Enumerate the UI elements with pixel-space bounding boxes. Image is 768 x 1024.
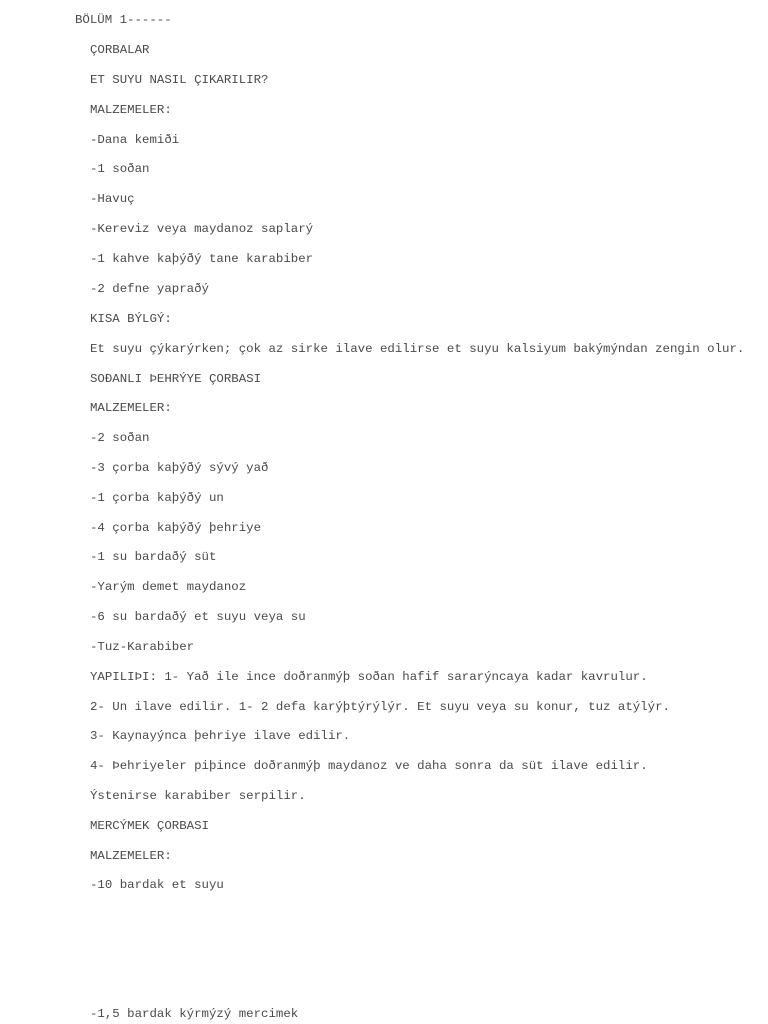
ingredient-line: -1,5 bardak kýrmýzý mercimek <box>90 1007 299 1021</box>
instruction-line: Ýstenirse karabiber serpilir. <box>90 789 306 803</box>
ingredient-line: -4 çorba kaþýðý þehriye <box>90 521 262 535</box>
recipe-title: ET SUYU NASIL ÇIKARILIR? <box>90 73 269 87</box>
ingredient-line: -1 çorba kaþýðý un <box>90 491 224 505</box>
ingredient-line: -6 su bardaðý et suyu veya su <box>90 610 306 624</box>
ingredient-line: -Havuç <box>90 192 135 206</box>
recipe-title: MERCÝMEK ÇORBASI <box>90 819 209 833</box>
ingredient-line: -Yarým demet maydanoz <box>90 580 247 594</box>
info-heading: KISA BÝLGÝ: <box>90 312 172 326</box>
recipe-title: SOÐANLI ÞEHRÝYE ÇORBASI <box>90 372 262 386</box>
section-heading: ÇORBALAR <box>90 43 150 57</box>
ingredients-heading: MALZEMELER: <box>90 103 172 117</box>
ingredient-line: -Dana kemiði <box>90 133 180 147</box>
ingredient-line: -10 bardak et suyu <box>90 878 224 892</box>
ingredients-heading: MALZEMELER: <box>90 401 172 415</box>
instruction-line: 2- Un ilave edilir. 1- 2 defa karýþtýrýlýr. Et suyu veya su konur, tuz atýlýr. <box>90 700 670 714</box>
ingredient-line: -1 kahve kaþýðý tane karabiber <box>90 252 314 266</box>
ingredients-heading: MALZEMELER: <box>90 849 172 863</box>
chapter-heading: BÖLÜM 1------ <box>75 13 172 27</box>
instruction-line: 3- Kaynayýnca þehriye ilave edilir. <box>90 729 351 743</box>
ingredient-line: -2 soðan <box>90 431 150 445</box>
ingredient-line: -Kereviz veya maydanoz saplarý <box>90 222 314 236</box>
ingredient-line: -Tuz-Karabiber <box>90 640 195 654</box>
ingredient-line: -3 çorba kaþýðý sývý yað <box>90 461 269 475</box>
ingredient-line: -1 su bardaðý süt <box>90 550 217 564</box>
ingredient-line: -2 defne yapraðý <box>90 282 209 296</box>
instruction-line: 4- Þehriyeler piþince doðranmýþ maydanoz ve daha sonra da süt ilave edilir. <box>90 759 648 773</box>
instruction-line: YAPILIÞI: 1- Yað ile ince doðranmýþ soðan hafif sararýncaya kadar kavrulur. <box>90 670 648 684</box>
ingredient-line: -1 soðan <box>90 162 150 176</box>
info-text: Et suyu çýkarýrken; çok az sirke ilave edilirse et suyu kalsiyum bakýmýndan zengin olur. <box>90 342 745 356</box>
